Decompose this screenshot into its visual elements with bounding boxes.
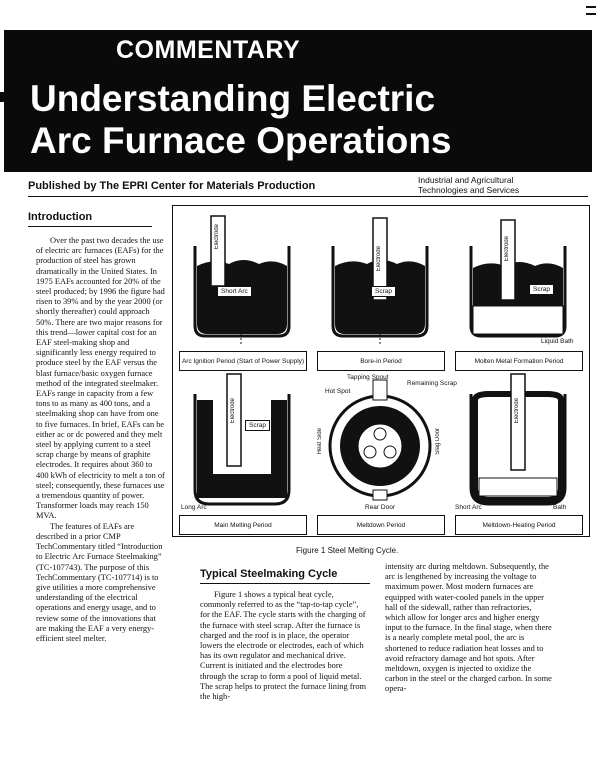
intro-heading: Introduction (28, 211, 152, 227)
panel-2-inner-label: Scrap (371, 286, 396, 297)
panel-3-inner-label: Scrap (529, 284, 554, 295)
corner-mark (586, 6, 596, 15)
cycle-paragraph-1: Figure 1 shows a typical heat cycle, commonly referred to as the “tap-to-tap cycle”, for the EAF. The cycle starts with the charging of the furnace with steel scrap. After the furnace is charged and the roof is in place, the operator lowers the electrode or electrodes, each of which has its own regulator and mechanical drive. Current is initiated and the electrodes bore through the scrap to form a pool of liquid metal. The scrap helps to protect the furnace lining from the high- (200, 590, 367, 702)
division-label (418, 175, 588, 195)
panel-6-caption: Meltdown-Heating Period (455, 515, 583, 535)
publisher-line: Published by The EPRI Center for Materials Production (28, 180, 316, 192)
panel-6-bath-label: Bath (553, 504, 567, 511)
panel-4-inner-label: Scrap (245, 420, 270, 431)
panel-main-melting (173, 370, 311, 534)
cycle-column-left (200, 590, 370, 702)
intro-paragraph-1: Over the past two decades the use of electric arc furnaces (EAFs) for the production of steel has grown dramatically in the United States. In 1975 EAFs accounted for 20% of the steel produced; by 1996 the figure had risen to 39% and by the year 2000 (or shortly thereafter) could approach 50%. There are two major reasons for this trend—lower capital cost for an EAF steel-making shop and significantly less energy required to produce steel by the EAF versus the blast furnace/basic oxygen furnace method of the integrated steelmaker. EAFs range in capacity from a few tons to as many as 400 tons, and a steelmaking shop can have from one to five furnaces. In brief, EAFs can be either ac or dc powered and they melt steel by applying current to a steel scrap charge by means of graphite electrodes. It requires about 360 to 400 kWh of electricity to melt a ton of steel; consequently, these furnaces use a tremendous quantity of power. Transformer loads may reach 150 MVA. (36, 236, 165, 521)
panel-1-inner-label: Short Arc (217, 286, 252, 297)
panel-1-caption: Arc Ignition Period (Start of Power Supply) (179, 351, 307, 371)
title-line-1: Understanding Electric (30, 78, 436, 119)
panel-3-drawing (449, 206, 587, 370)
title-banner (4, 30, 592, 172)
panel-3-caption: Molten Metal Formation Period (455, 351, 583, 371)
panel-6-electrode-label: Electrode (514, 398, 520, 424)
panel-meltdown-heating (449, 370, 587, 534)
page-title (30, 78, 452, 162)
cycle-paragraph-2: intensity arc during meltdown. Subsequently, the arc is lengthened by increasing the voltage to maximum power. Most modern furnaces are equipped with water-cooled panels in the upper hall of the sidewall, rather than refractories, which allow for longer arcs and higher energy input to the furnace. In the final stage, when there is a nearly complete metal pool, the arc is shortened to reduce radiation heat losses and to avoid refractory damage and hot spots. After meltdown, oxygen is injected to oxidize the carbon in the steel or the charged carbon. In some opera- (385, 562, 552, 694)
panel-2-caption: Bore-in Period (317, 351, 445, 371)
panel-5-remaining-label: Remaining Scrap (407, 380, 457, 387)
panel-meltdown (311, 370, 457, 534)
panel-5-hotspot-label: Hot Spot (325, 388, 351, 395)
section-kicker: COMMENTARY (116, 36, 301, 64)
panel-3-bath-label: Liquid Bath (541, 338, 574, 345)
title-line-2: Arc Furnace Operations (30, 120, 452, 161)
panel-arc-ignition (173, 206, 311, 370)
cycle-column-right (385, 562, 553, 695)
panel-5-rear-door-label: Rear Door (365, 504, 395, 511)
panel-4-electrode-label: Electrode (230, 398, 236, 424)
panel-1-electrode-label: Electrode (214, 224, 220, 250)
panel-5-heat-side-label: Heat Side (317, 428, 323, 455)
panel-molten-metal (449, 206, 587, 370)
panel-5-slag-door-label: Slag Door (435, 428, 441, 455)
steel-melting-figure (172, 205, 590, 537)
panel-3-electrode-label: Electrode (504, 236, 510, 262)
panel-2-electrode-label: Electrode (376, 246, 382, 272)
panel-4-arc-label: Long Arc (181, 504, 207, 511)
division-line-2: Technologies and Services (418, 185, 520, 195)
panel-bore-in (311, 206, 449, 370)
figure-caption: Figure 1 Steel Melting Cycle. (296, 546, 399, 555)
panel-5-caption: Meltdown Period (317, 515, 445, 535)
intro-paragraph-2: The features of EAFs are described in a prior CMP TechCommentary titled “Introduction to Electric Arc Furnace Steelmaking” (TC-107743). The purpose of this TechCommentary (TC-107714) is to give utilities a more comprehensive understanding of the electrical operations and energy usage, and to review some of the innovations that are making the EAF a very energy-efficient steel melter. (36, 521, 163, 643)
panel-6-short-arc-label: Short Arc (455, 504, 482, 511)
intro-column (36, 236, 166, 644)
division-line-1: Industrial and Agricultural (418, 175, 514, 185)
header-rule (28, 196, 588, 197)
panel-4-caption: Main Melting Period (179, 515, 307, 535)
cycle-heading: Typical Steelmaking Cycle (200, 568, 370, 584)
panel-5-tapping-label: Tapping Spout (347, 374, 389, 381)
